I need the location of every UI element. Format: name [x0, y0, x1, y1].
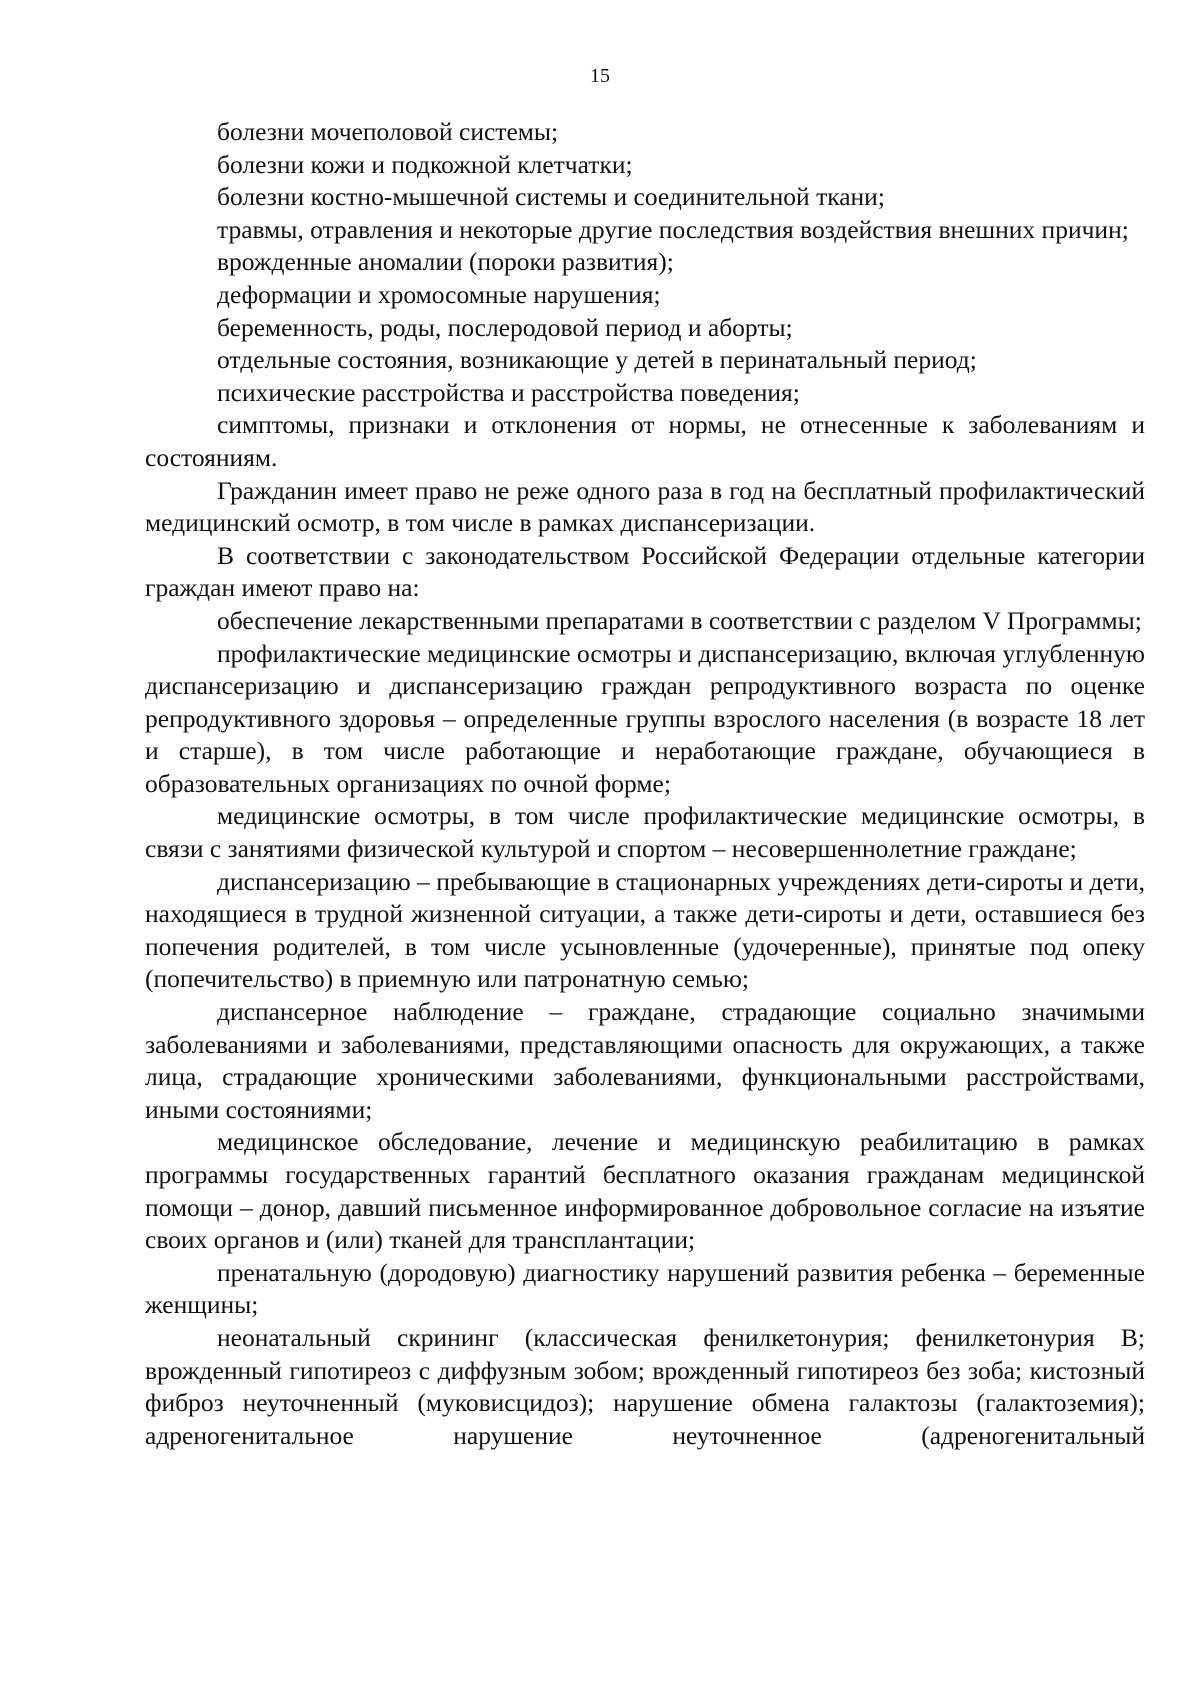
paragraph: отдельные состояния, возникающие у детей в перинатальный период;: [217, 345, 977, 375]
paragraph: врожденные аномалии (пороки развития);: [217, 247, 674, 277]
paragraph: симптомы, признаки и отклонения от нормы, не отнесенные к заболеваниям и состояниям.: [145, 410, 1145, 472]
paragraph: В соответствии с законодательством Российской Федерации отдельные категории граждан имеют право на:: [145, 540, 1145, 603]
paragraph: психические расстройства и расстройства поведения;: [217, 377, 800, 407]
document-body: [145, 116, 1145, 1452]
paragraph: беременность, роды, послеродовой период и аборты;: [217, 312, 793, 342]
paragraph: медицинское обследование, лечение и медицинскую реабилитацию в рамках программы государственных гарантий бесплатного оказания гражданам медицинской помощи – донор, давший письменное информированное добровольное согласие на изъятие своих органов и (или) тканей для трансплантации;: [145, 1127, 1145, 1255]
paragraph: диспансеризацию – пребывающие в стационарных учреждениях дети-сироты и дети, находящиеся в трудной жизненной ситуации, а также дети-сироты и дети, оставшиеся без попечения родителей, в том числе усыновленные (удочеренные), принятые под опеку (попечительство) в приемную или патронатную семью;: [145, 866, 1145, 994]
paragraph: Гражданин имеет право не реже одного раза в год на бесплатный профилактический медицинский осмотр, в том числе в рамках диспансеризации.: [145, 475, 1145, 538]
paragraph: травмы, отравления и некоторые другие последствия воздействия внешних причин;: [217, 214, 1129, 244]
paragraph: обеспечение лекарственными препаратами в соответствии с разделом V Программы;: [217, 605, 1142, 635]
paragraph: профилактические медицинские осмотры и диспансеризацию, включая углубленную диспансеризацию и диспансеризацию граждан репродуктивного возраста по оценке репродуктивного здоровья – определенные группы взрослого населения (в возрасте 18 лет и старше), в том числе работающие и неработающие граждане, обучающиеся в образовательных организациях по очной форме;: [145, 638, 1145, 798]
paragraph: медицинские осмотры, в том числе профилактические медицинские осмотры, в связи с занятиями физической культурой и спортом – несовершеннолетние граждане;: [145, 801, 1145, 864]
page-number: 15: [590, 65, 610, 87]
paragraph: болезни мочеполовой системы;: [217, 117, 559, 146]
paragraph: болезни костно-мышечной системы и соединительной ткани;: [217, 182, 885, 212]
paragraph: диспансерное наблюдение – граждане, страдающие социально значимыми заболеваниями и заболеваниями, представляющими опасность для окружающих, а также лица, страдающие хроническими заболеваниями, функциональными расстройствами, иными состояниями;: [145, 997, 1145, 1124]
paragraph: болезни кожи и подкожной клетчатки;: [217, 149, 633, 179]
paragraph: неонатальный скрининг (классическая фенилкетонурия; фенилкетонурия B; врожденный гипотиреоз с диффузным зобом; врожденный гипотиреоз без зоба; кистозный фиброз неуточненный (муковисцидоз); нарушение обмена галактозы (галактоземия); адреногенитальное нарушение неуточненное (адреногенитальный: [145, 1322, 1145, 1450]
paragraph: пренатальную (дородовую) диагностику нарушений развития ребенка – беременные женщины;: [145, 1257, 1145, 1320]
paragraph: деформации и хромосомные нарушения;: [217, 279, 661, 309]
